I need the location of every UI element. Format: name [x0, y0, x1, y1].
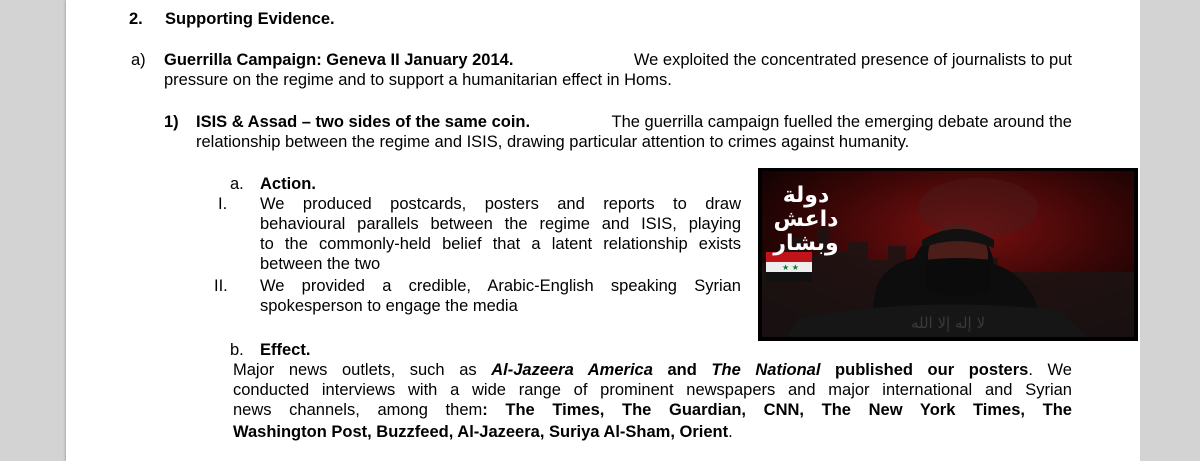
effect-line-1: Major news outlets, such as Al-Jazeera America and The National published our posters. We: [233, 361, 1072, 379]
action-point-1-line-1: We produced postcards, posters and reports to draw: [260, 195, 741, 213]
right-gutter: [1140, 0, 1200, 461]
section-number: 2.: [129, 10, 143, 28]
action-point-2-marker: II.: [214, 277, 228, 295]
action-point-2-line-1: We provided a credible, Arabic-English speaking Syrian: [260, 277, 741, 295]
poster-arabic-line-3: وبشار: [773, 231, 839, 256]
item-a-line-1: [164, 50, 1072, 70]
action-point-1-marker: I.: [218, 195, 228, 213]
poster-banner-text: لا إله إلا الله: [910, 314, 986, 332]
left-gutter: [0, 0, 66, 461]
item-a-title: Guerrilla Campaign: Geneva II January 2014.: [164, 51, 514, 69]
item-1-marker: 1): [164, 113, 179, 131]
poster-arabic-line-2: داعش: [773, 207, 839, 232]
item-a-line-2: pressure on the regime and to support a humanitarian effect in Homs.: [164, 71, 672, 89]
effect-marker: b.: [230, 341, 244, 359]
action-point-1-line-3: to the commonly-held belief that a latent relationship exists: [260, 235, 741, 253]
action-marker: a.: [230, 175, 244, 193]
poster-arabic-line-1: دولة: [782, 183, 830, 208]
effect-line-3: news channels, among them: The Times, The Guardian, CNN, The New York Times, The: [233, 401, 1072, 419]
item-1-line-2: relationship between the regime and ISIS, drawing particular attention to crimes against humanity.: [196, 133, 910, 151]
action-point-1-line-2: behavioural parallels between the regime and ISIS, playing: [260, 215, 741, 233]
item-a-line-1-rest: We exploited the concentrated presence of journalists to put: [633, 51, 1072, 69]
action-point-2-line-2: spokesperson to engage the media: [260, 297, 518, 315]
effect-line-2: conducted interviews with a wide range of prominent newspapers and major international and Syrian: [233, 381, 1072, 399]
effect-line-4: Washington Post, Buzzfeed, Al-Jazeera, Suriya Al-Sham, Orient.: [233, 423, 733, 441]
item-1-line-1-rest: The guerrilla campaign fuelled the emerging debate around the: [611, 113, 1072, 131]
poster-smoke: [918, 178, 1038, 238]
poster-figure-mask: [926, 258, 990, 296]
action-title: Action.: [260, 175, 316, 193]
poster-flag-black-stripe: [766, 272, 812, 282]
isis-assad-poster-image: [758, 168, 1138, 341]
effect-title: Effect.: [260, 341, 311, 359]
item-1-line-1: [196, 112, 1072, 132]
item-1-title: ISIS & Assad – two sides of the same coin.: [196, 113, 531, 131]
action-point-1-line-4: between the two: [260, 255, 381, 273]
item-a-marker: a): [131, 51, 146, 69]
poster-artwork: [758, 168, 1138, 341]
poster-flag-star-icon: ★ ★: [782, 263, 799, 272]
section-title: Supporting Evidence.: [165, 10, 335, 28]
